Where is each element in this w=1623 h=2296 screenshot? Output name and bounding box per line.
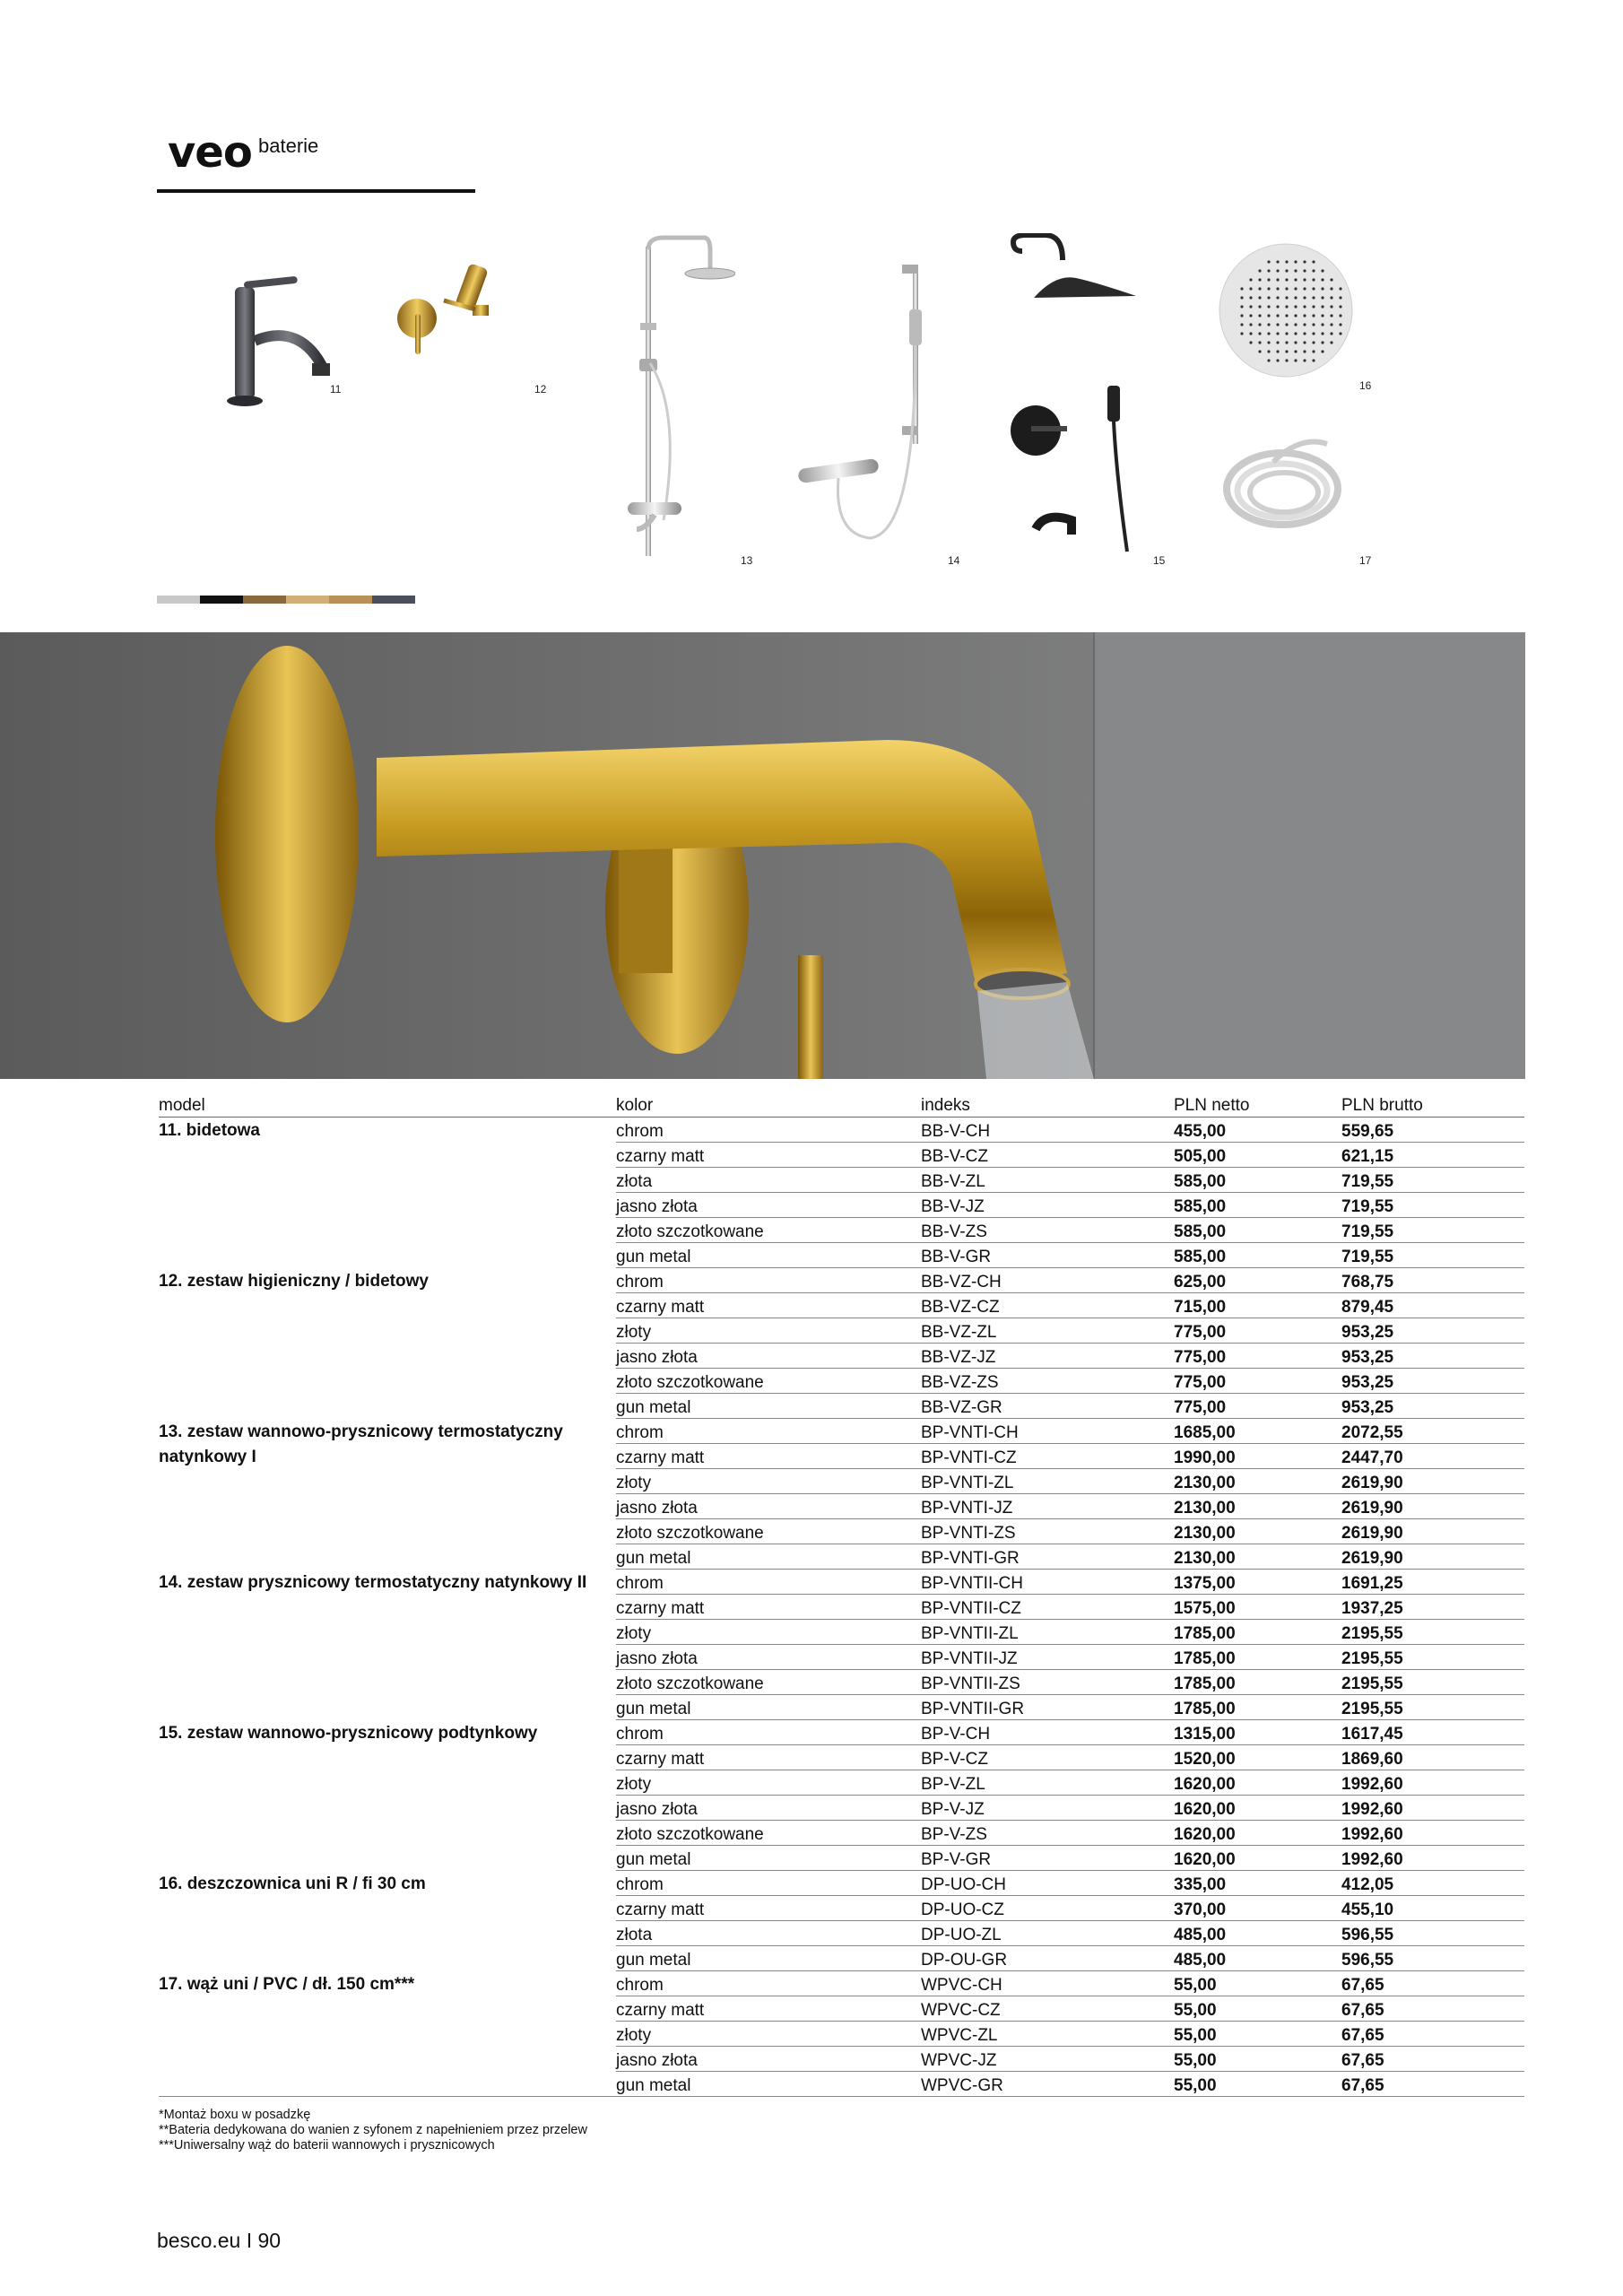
index-cell: DP-UO-CZ [921, 1896, 1174, 1921]
page-footer: besco.eu I 90 [157, 2229, 282, 2252]
column-header: PLN netto [1174, 1092, 1341, 1118]
gross-price-cell: 1691,25 [1341, 1570, 1524, 1595]
color-cell: jasno złota [616, 1193, 921, 1218]
index-cell: BB-VZ-CZ [921, 1293, 1174, 1318]
index-cell: BP-VNTI-ZL [921, 1469, 1174, 1494]
index-cell: BP-VNTII-JZ [921, 1645, 1174, 1670]
model-name: 16. deszczownica uni R / fi 30 cm [159, 1874, 426, 1893]
model-name: 12. zestaw higieniczny / bidetowy [159, 1271, 429, 1291]
net-price-cell: 2130,00 [1174, 1519, 1341, 1544]
net-price-cell: 55,00 [1174, 2047, 1341, 2072]
table-row [159, 1720, 1524, 1745]
model-name: 15. zestaw wannowo-prysznicowy podtynkowy [159, 1723, 538, 1743]
gross-price-cell: 596,55 [1341, 1946, 1524, 1971]
net-price-cell: 1375,00 [1174, 1570, 1341, 1595]
product-number: 11 [330, 383, 342, 396]
gross-price-cell: 719,55 [1341, 1243, 1524, 1268]
color-cell: złoto szczotkowane [616, 1519, 921, 1544]
index-cell: BB-V-CH [921, 1118, 1174, 1143]
gross-price-cell: 1937,25 [1341, 1595, 1524, 1620]
color-cell: gun metal [616, 1394, 921, 1419]
table-row [159, 1570, 1524, 1595]
model-name: 14. zestaw prysznicowy termostatyczny natynkowy II [159, 1572, 587, 1592]
gross-price-cell: 621,15 [1341, 1143, 1524, 1168]
index-cell: WPVC-ZL [921, 2022, 1174, 2047]
hygienic-set-icon [390, 247, 516, 426]
gross-price-cell: 412,05 [1341, 1871, 1524, 1896]
net-price-cell: 485,00 [1174, 1921, 1341, 1946]
concealed-set-icon [1009, 233, 1152, 565]
color-cell: złoto szczotkowane [616, 1218, 921, 1243]
net-price-cell: 1520,00 [1174, 1745, 1341, 1770]
index-cell: BP-VNTI-CZ [921, 1444, 1174, 1469]
net-price-cell: 505,00 [1174, 1143, 1341, 1168]
color-cell: czarny matt [616, 1896, 921, 1921]
color-cell: gun metal [616, 1544, 921, 1570]
net-price-cell: 585,00 [1174, 1243, 1341, 1268]
color-cell: gun metal [616, 1695, 921, 1720]
net-price-cell: 1785,00 [1174, 1695, 1341, 1720]
model-name: 13. zestaw wannowo-prysznicowy termostatyczny natynkowy I [159, 1422, 563, 1466]
net-price-cell: 335,00 [1174, 1871, 1341, 1896]
color-cell: czarny matt [616, 1143, 921, 1168]
index-cell: WPVC-CZ [921, 1996, 1174, 2022]
column-header: PLN brutto [1341, 1092, 1524, 1118]
product-images [0, 215, 1623, 583]
net-price-cell: 485,00 [1174, 1946, 1341, 1971]
color-cell: chrom [616, 1268, 921, 1293]
column-header: model [159, 1092, 616, 1118]
gross-price-cell: 67,65 [1341, 2022, 1524, 2047]
gross-price-cell: 719,55 [1341, 1168, 1524, 1193]
color-cell: złota [616, 1168, 921, 1193]
footnote: *Montaż boxu w posadzkę [159, 2108, 311, 2122]
color-cell: złoto szczotkowane [616, 1369, 921, 1394]
brand-subtitle: baterie [258, 135, 319, 157]
color-swatches [157, 596, 415, 604]
color-cell: czarny matt [616, 1595, 921, 1620]
index-cell: BP-VNTI-ZS [921, 1519, 1174, 1544]
net-price-cell: 775,00 [1174, 1318, 1341, 1344]
table-row [159, 1871, 1524, 1896]
index-cell: DP-UO-ZL [921, 1921, 1174, 1946]
gross-price-cell: 719,55 [1341, 1193, 1524, 1218]
color-cell: złoto szczotkowane [616, 1670, 921, 1695]
color-swatch [372, 596, 415, 604]
color-cell: gun metal [616, 2072, 921, 2097]
shower-hose-icon [1219, 426, 1345, 543]
gross-price-cell: 67,65 [1341, 2072, 1524, 2097]
color-cell: złoty [616, 1469, 921, 1494]
color-swatch [200, 596, 243, 604]
index-cell: BP-V-ZL [921, 1770, 1174, 1796]
net-price-cell: 1620,00 [1174, 1846, 1341, 1871]
bidet-faucet-icon [224, 242, 341, 422]
model-name: 11. bidetowa [159, 1121, 260, 1140]
gross-price-cell: 1992,60 [1341, 1846, 1524, 1871]
net-price-cell: 1575,00 [1174, 1595, 1341, 1620]
gross-price-cell: 2619,90 [1341, 1544, 1524, 1570]
index-cell: BP-VNTII-GR [921, 1695, 1174, 1720]
gross-price-cell: 2619,90 [1341, 1469, 1524, 1494]
gross-price-cell: 1992,60 [1341, 1821, 1524, 1846]
brand-name: veo [168, 127, 252, 178]
index-cell: BB-V-CZ [921, 1143, 1174, 1168]
color-cell: złoty [616, 1620, 921, 1645]
rain-shower-head-icon [1218, 242, 1354, 378]
gross-price-cell: 67,65 [1341, 1971, 1524, 1996]
gross-price-cell: 67,65 [1341, 1996, 1524, 2022]
net-price-cell: 1785,00 [1174, 1645, 1341, 1670]
index-cell: BP-V-JZ [921, 1796, 1174, 1821]
color-cell: czarny matt [616, 1444, 921, 1469]
gross-price-cell: 559,65 [1341, 1118, 1524, 1143]
net-price-cell: 775,00 [1174, 1344, 1341, 1369]
product-number: 14 [948, 554, 960, 567]
gross-price-cell: 953,25 [1341, 1394, 1524, 1419]
gross-price-cell: 1869,60 [1341, 1745, 1524, 1770]
net-price-cell: 775,00 [1174, 1369, 1341, 1394]
gross-price-cell: 2195,55 [1341, 1695, 1524, 1720]
column-header: indeks [921, 1092, 1174, 1118]
table-header-row [159, 1092, 1524, 1118]
net-price-cell: 2130,00 [1174, 1544, 1341, 1570]
gross-price-cell: 2195,55 [1341, 1670, 1524, 1695]
index-cell: WPVC-GR [921, 2072, 1174, 2097]
net-price-cell: 1785,00 [1174, 1670, 1341, 1695]
gross-price-cell: 768,75 [1341, 1268, 1524, 1293]
footnotes [159, 2108, 587, 2153]
table-row [159, 1419, 1524, 1444]
color-cell: jasno złota [616, 1645, 921, 1670]
color-cell: chrom [616, 1419, 921, 1444]
gross-price-cell: 2195,55 [1341, 1645, 1524, 1670]
index-cell: WPVC-JZ [921, 2047, 1174, 2072]
model-name: 17. wąż uni / PVC / dł. 150 cm*** [159, 1971, 616, 2097]
gross-price-cell: 2195,55 [1341, 1620, 1524, 1645]
table-row [159, 1971, 1524, 1996]
gross-price-cell: 596,55 [1341, 1921, 1524, 1946]
index-cell: BB-VZ-GR [921, 1394, 1174, 1419]
net-price-cell: 1785,00 [1174, 1620, 1341, 1645]
index-cell: DP-UO-CH [921, 1871, 1174, 1896]
net-price-cell: 585,00 [1174, 1193, 1341, 1218]
index-cell: BP-VNTI-JZ [921, 1494, 1174, 1519]
gross-price-cell: 1617,45 [1341, 1720, 1524, 1745]
index-cell: BP-V-GR [921, 1846, 1174, 1871]
color-cell: złoty [616, 2022, 921, 2047]
index-cell: BP-VNTI-CH [921, 1419, 1174, 1444]
net-price-cell: 585,00 [1174, 1218, 1341, 1243]
index-cell: WPVC-CH [921, 1971, 1174, 1996]
color-swatch [286, 596, 329, 604]
color-cell: chrom [616, 1871, 921, 1896]
index-cell: BP-V-CH [921, 1720, 1174, 1745]
shower-column-icon [610, 233, 735, 574]
product-photo [0, 632, 1525, 1079]
color-cell: złoty [616, 1318, 921, 1344]
index-cell: BP-VNTI-GR [921, 1544, 1174, 1570]
color-swatch [157, 596, 200, 604]
gross-price-cell: 1992,60 [1341, 1796, 1524, 1821]
index-cell: BB-VZ-JZ [921, 1344, 1174, 1369]
net-price-cell: 625,00 [1174, 1268, 1341, 1293]
index-cell: BP-V-ZS [921, 1821, 1174, 1846]
index-cell: DP-OU-GR [921, 1946, 1174, 1971]
net-price-cell: 1685,00 [1174, 1419, 1341, 1444]
color-cell: czarny matt [616, 1745, 921, 1770]
product-number: 12 [534, 383, 547, 396]
net-price-cell: 1620,00 [1174, 1770, 1341, 1796]
net-price-cell: 1620,00 [1174, 1821, 1341, 1846]
table-row [159, 1118, 1524, 1143]
product-number: 16 [1359, 379, 1372, 392]
net-price-cell: 1620,00 [1174, 1796, 1341, 1821]
net-price-cell: 55,00 [1174, 1971, 1341, 1996]
color-cell: jasno złota [616, 1796, 921, 1821]
color-swatch [243, 596, 286, 604]
color-cell: jasno złota [616, 2047, 921, 2072]
net-price-cell: 455,00 [1174, 1118, 1341, 1143]
header-rule [157, 189, 475, 193]
gross-price-cell: 719,55 [1341, 1218, 1524, 1243]
column-header: kolor [616, 1092, 921, 1118]
gross-price-cell: 2619,90 [1341, 1519, 1524, 1544]
gross-price-cell: 953,25 [1341, 1344, 1524, 1369]
price-table [159, 1092, 1524, 2097]
color-cell: złota [616, 1921, 921, 1946]
color-cell: czarny matt [616, 1293, 921, 1318]
net-price-cell: 1990,00 [1174, 1444, 1341, 1469]
color-cell: gun metal [616, 1846, 921, 1871]
gross-price-cell: 879,45 [1341, 1293, 1524, 1318]
footnote: **Bateria dedykowana do wanien z syfonem z napełnieniem przez przelew [159, 2123, 587, 2137]
gross-price-cell: 2447,70 [1341, 1444, 1524, 1469]
color-cell: jasno złota [616, 1494, 921, 1519]
color-cell: gun metal [616, 1243, 921, 1268]
index-cell: BB-V-ZL [921, 1168, 1174, 1193]
index-cell: BB-V-GR [921, 1243, 1174, 1268]
net-price-cell: 55,00 [1174, 1996, 1341, 2022]
index-cell: BP-VNTII-ZL [921, 1620, 1174, 1645]
index-cell: BP-VNTII-ZS [921, 1670, 1174, 1695]
color-cell: chrom [616, 1118, 921, 1143]
gross-price-cell: 1992,60 [1341, 1770, 1524, 1796]
gross-price-cell: 67,65 [1341, 2047, 1524, 2072]
index-cell: BP-V-CZ [921, 1745, 1174, 1770]
index-cell: BP-VNTII-CZ [921, 1595, 1174, 1620]
net-price-cell: 370,00 [1174, 1896, 1341, 1921]
gross-price-cell: 953,25 [1341, 1369, 1524, 1394]
net-price-cell: 2130,00 [1174, 1469, 1341, 1494]
product-number: 17 [1359, 554, 1372, 567]
color-cell: złoto szczotkowane [616, 1821, 921, 1846]
net-price-cell: 2130,00 [1174, 1494, 1341, 1519]
color-cell: chrom [616, 1971, 921, 1996]
index-cell: BB-VZ-ZL [921, 1318, 1174, 1344]
product-number: 13 [741, 554, 753, 567]
color-cell: gun metal [616, 1946, 921, 1971]
net-price-cell: 55,00 [1174, 2022, 1341, 2047]
color-cell: chrom [616, 1570, 921, 1595]
color-cell: jasno złota [616, 1344, 921, 1369]
index-cell: BP-VNTII-CH [921, 1570, 1174, 1595]
gross-price-cell: 455,10 [1341, 1896, 1524, 1921]
index-cell: BB-VZ-CH [921, 1268, 1174, 1293]
index-cell: BB-VZ-ZS [921, 1369, 1174, 1394]
gross-price-cell: 2619,90 [1341, 1494, 1524, 1519]
net-price-cell: 775,00 [1174, 1394, 1341, 1419]
net-price-cell: 585,00 [1174, 1168, 1341, 1193]
color-cell: złoty [616, 1770, 921, 1796]
color-cell: czarny matt [616, 1996, 921, 2022]
index-cell: BB-V-ZS [921, 1218, 1174, 1243]
footnote: ***Uniwersalny wąż do baterii wannowych i prysznicowych [159, 2138, 495, 2152]
color-swatch [329, 596, 372, 604]
color-cell: chrom [616, 1720, 921, 1745]
net-price-cell: 55,00 [1174, 2072, 1341, 2097]
shower-set-icon [798, 265, 942, 570]
net-price-cell: 715,00 [1174, 1293, 1341, 1318]
net-price-cell: 1315,00 [1174, 1720, 1341, 1745]
gross-price-cell: 2072,55 [1341, 1419, 1524, 1444]
gross-price-cell: 953,25 [1341, 1318, 1524, 1344]
index-cell: BB-V-JZ [921, 1193, 1174, 1218]
product-number: 15 [1153, 554, 1166, 567]
table-row [159, 1268, 1524, 1293]
